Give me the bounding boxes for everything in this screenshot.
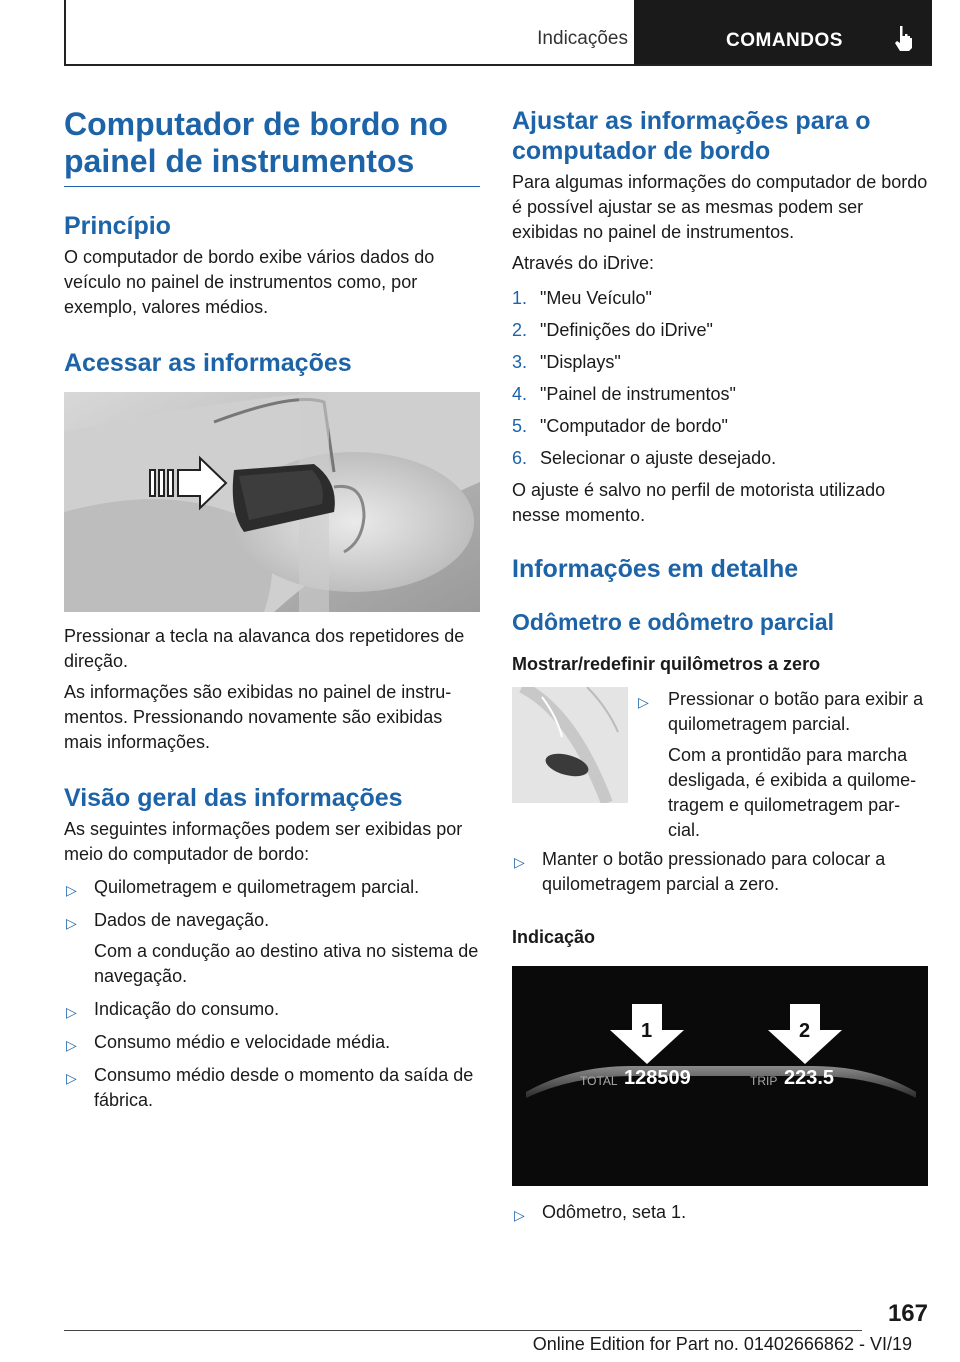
overview-text: As seguintes informações podem ser exibidas por meio do computador de bordo: — [64, 819, 463, 864]
list-item: ▷ Manter o botão pressionado para colocar a quilometragem parcial a zero. — [514, 849, 886, 894]
list-item: ▷ Indicação do consumo. — [64, 997, 480, 1022]
saved-text: O ajuste é salvo no perfil de motorista utilizado nesse momento. — [512, 480, 886, 525]
odometer-display-illustration — [512, 966, 928, 1186]
reset-note: Com a prontidão para marcha desligada, é exibida a quilome-tragem e quilometragem par-cial. — [668, 745, 917, 840]
bullet-triangle-icon: ▷ — [66, 915, 77, 931]
via-idrive-text: Através do iDrive: — [512, 253, 655, 273]
bullet-triangle-icon: ▷ — [514, 1207, 525, 1223]
list-item: ▷ Pressionar o botão para exibir a quilometragem parcial. — [638, 689, 924, 734]
list-item: ▷ Consumo médio desde o momento da saída de fábrica. — [66, 1065, 474, 1110]
odometer-heading: Odômetro e odômetro parcial — [512, 609, 835, 635]
details-heading: Informações em detalhe — [512, 555, 799, 583]
page-number: 167 — [887, 1300, 928, 1327]
reset-block — [512, 687, 928, 839]
step-item: 4. "Painel de instrumentos" — [512, 384, 736, 404]
navigation-note: Com a condução ao destino ativa no sistema de navegação. — [94, 941, 479, 986]
step-item: 5. "Computador de bordo" — [512, 416, 728, 436]
principle-text: O computador de bordo exibe vários dados do veículo no painel de instrumentos como, por exemplo, valores médios. — [64, 247, 435, 317]
bullet-triangle-icon: ▷ — [638, 694, 649, 710]
list-item: ▷ Odômetro, seta 1. — [512, 1200, 928, 1225]
access-heading: Acessar as informações — [64, 349, 352, 377]
left-column — [64, 106, 480, 1113]
step-item: 3. "Displays" — [512, 352, 621, 372]
bullet-triangle-icon: ▷ — [66, 1070, 77, 1086]
footer-rule — [64, 1330, 862, 1331]
hand-pointer-icon — [892, 24, 916, 52]
adjust-heading: Ajustar as informações para o computador de bordo — [512, 107, 871, 165]
page-title: Computador de bordo no painel de instrumentos — [64, 106, 448, 179]
page-header — [64, 0, 932, 66]
turn-signal-lever-illustration — [64, 392, 480, 612]
odometer-button-illustration — [512, 687, 628, 803]
edition-text: Online Edition for Part no. 01402666862 - VI/19 — [532, 1334, 912, 1354]
list-item: ▷ Quilometragem e quilometragem parcial. — [64, 875, 480, 900]
trip-value: 223.5 — [784, 1067, 835, 1089]
step-item: 2. "Definições do iDrive" — [512, 320, 713, 340]
list-item: ▷ Dados de navegação. — [64, 908, 480, 933]
step-item: 6. Selecionar o ajuste desejado. — [512, 448, 777, 468]
access-text-1: Pressionar a tecla na alavanca dos repetidores de direção. — [64, 626, 465, 671]
bullet-triangle-icon: ▷ — [66, 882, 77, 898]
header-chapter-tab — [634, 0, 932, 64]
header-section — [66, 0, 634, 64]
arrow-label-1: 1 — [641, 1020, 653, 1042]
step-item: 1. "Meu Veículo" — [512, 288, 652, 308]
list-item: ▷ Consumo médio e velocidade média. — [64, 1030, 480, 1055]
header-section-label: Indicações — [537, 28, 628, 49]
bullet-triangle-icon: ▷ — [514, 854, 525, 870]
bullet-triangle-icon: ▷ — [66, 1037, 77, 1053]
header-chapter-label: COMANDOS — [726, 30, 843, 51]
trip-label: TRIP — [750, 1074, 778, 1088]
title-rule — [64, 186, 480, 187]
display-heading: Indicação — [512, 927, 596, 947]
overview-heading: Visão geral das informações — [64, 784, 403, 812]
adjust-text: Para algumas informações do computador de bordo é possível ajustar se as mesmas podem ser exibidas no painel de instrumentos. — [512, 172, 928, 242]
right-column — [512, 106, 928, 1225]
access-text-2: As informações são exibidas no painel de instru-mentos. Pressionando novamente são exibidas mais informações. — [64, 682, 452, 752]
total-value: 128509 — [624, 1067, 691, 1089]
reset-heading: Mostrar/redefinir quilômetros a zero — [512, 654, 821, 674]
principle-heading: Princípio — [64, 212, 171, 240]
total-label: TOTAL — [580, 1074, 618, 1088]
arrow-label-2: 2 — [799, 1020, 811, 1042]
bullet-triangle-icon: ▷ — [66, 1004, 77, 1020]
